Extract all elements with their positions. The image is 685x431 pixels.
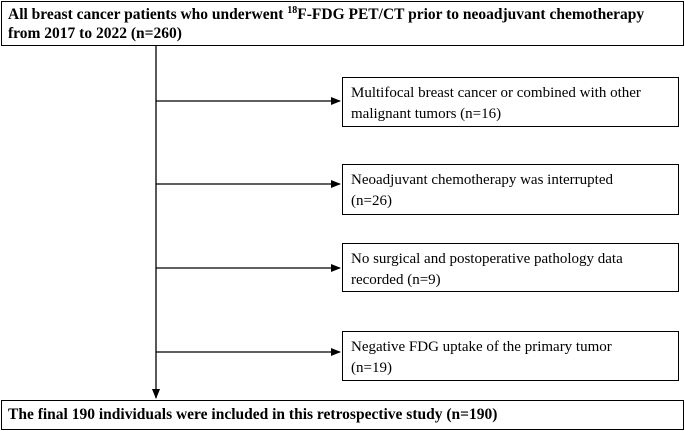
exclusion-3-line2: recorded (n=9) [351, 272, 441, 288]
isotope-superscript: 18 [287, 4, 298, 16]
exclusion-1-line2: malignant tumors (n=16) [351, 106, 502, 122]
final-cohort-text: The final 190 individuals were included in this retrospective study (n=190) [8, 406, 498, 423]
exclusion-4-line2: (n=19) [351, 360, 392, 376]
initial-cohort-text-suffix: F-FDG PET/CT prior to neoadjuvant chemotherapy from 2017 to 2022 (n=260) [8, 6, 645, 42]
initial-cohort-text-prefix: All breast cancer patients who underwent [8, 6, 288, 23]
exclusion-box-4 [342, 331, 679, 381]
exclusion-box-2 [342, 164, 679, 215]
initial-cohort-box [1, 1, 684, 46]
exclusion-1-line1: Multifocal breast cancer or combined with other [351, 85, 641, 101]
exclusion-box-3 [342, 243, 679, 292]
exclusion-4-line1: Negative FDG uptake of the primary tumor [351, 339, 612, 355]
exclusion-2-line2: (n=26) [351, 193, 392, 209]
exclusion-3-line1: No surgical and postoperative pathology data [351, 251, 623, 267]
exclusion-2-line1: Neoadjuvant chemotherapy was interrupted [351, 172, 613, 188]
final-cohort-box [1, 400, 684, 430]
exclusion-box-1 [342, 77, 679, 127]
